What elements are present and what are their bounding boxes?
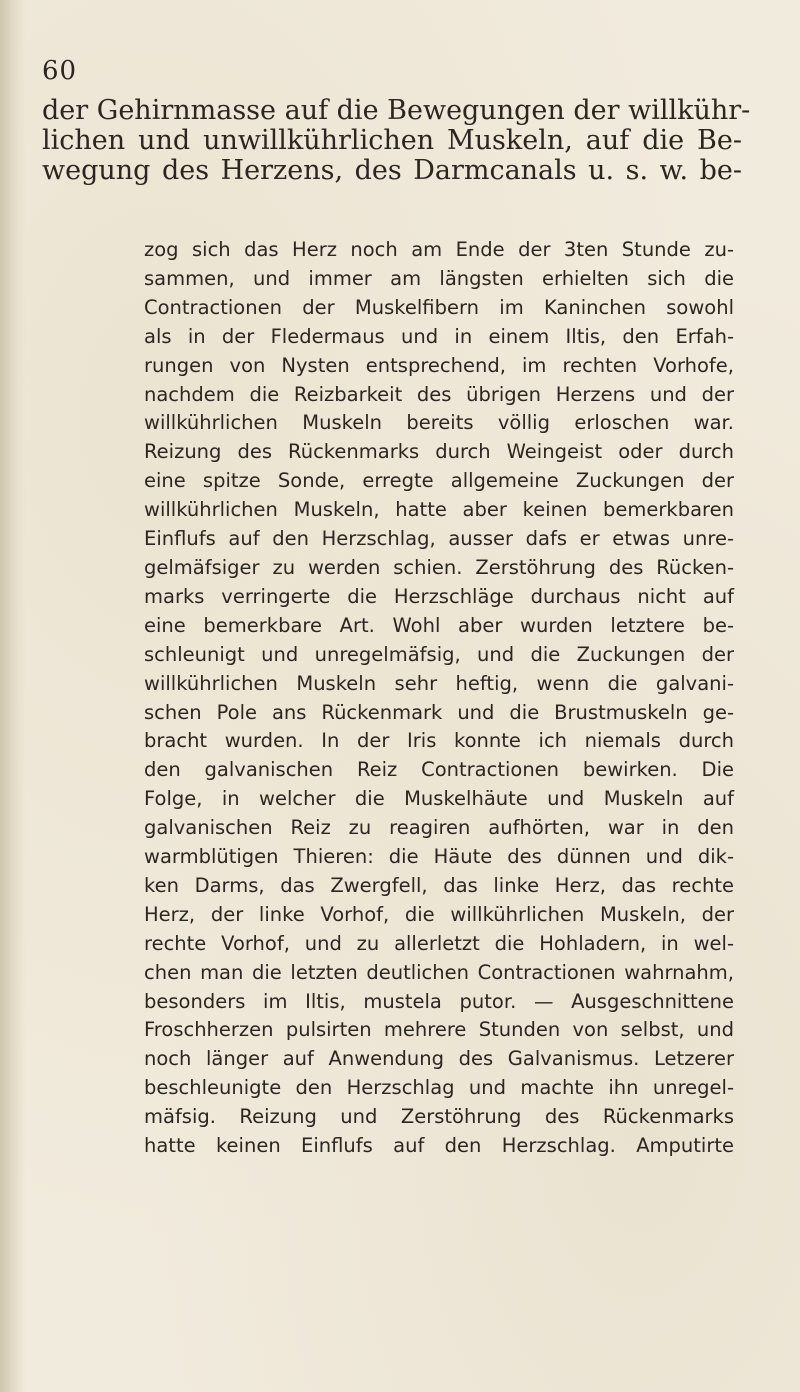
text-line: Reizung des Rückenmarks durch Weingeist oder durch (144, 440, 734, 464)
text-line: der Gehirnmasse auf die Bewegungen der willkühr- (42, 95, 751, 126)
text-line: eine spitze Sonde, erregte allgemeine Zuckungen der (144, 469, 734, 493)
text-line: willkührlichen Muskeln bereits völlig erloschen war. (144, 411, 734, 435)
text-line: nachdem die Reizbarkeit des übrigen Herzens und der (144, 382, 734, 406)
text-line: noch länger auf Anwendung des Galvanismus. Letzerer (144, 1047, 734, 1071)
page-binding-edge (0, 0, 26, 1392)
text-line: Froschherzen pulsirten mehrere Stunden von selbst, und (144, 1018, 734, 1042)
text-line: besonders im Iltis, mustela putor. — Ausgeschnittene (144, 989, 734, 1013)
text-line: beschleunigte den Herzschlag und machte ihn unregel- (144, 1076, 734, 1100)
text-line: zog sich das Herz noch am Ende der 3ten Stunde zu- (144, 238, 734, 261)
text-line: ken Darms, das Zwergfell, das linke Herz, das rechte (144, 873, 734, 897)
text-line: eine bemerkbare Art. Wohl aber wurden letztere be- (144, 613, 734, 637)
text-line: mäfsig. Reizung und Zerstöhrung des Rückenmarks (144, 1105, 734, 1129)
text-line: willkührlichen Muskeln, hatte aber keinen bemerkbaren (144, 498, 734, 522)
text-line: warmblütigen Thieren: die Häute des dünnen und dik- (144, 845, 734, 869)
text-line: schleunigt und unregelmäfsig, und die Zuckungen der (144, 642, 734, 666)
text-line: schen Pole ans Rückenmark und die Brustmuskeln ge- (144, 700, 734, 724)
text-line: willkührlichen Muskeln sehr heftig, wenn die galvani- (144, 671, 734, 695)
text-line: wegung des Herzens, des Darmcanals u. s. w. be- (42, 155, 742, 186)
text-line: gelmäfsiger zu werden schien. Zerstöhrung des Rücken- (144, 555, 734, 579)
text-line: den galvanischen Reiz Contractionen bewirken. Die (144, 758, 734, 782)
text-line: rungen von Nysten entsprechend, im rechten Vorhofe, (144, 353, 734, 377)
text-line: hatte keinen Einflufs auf den Herzschlag. Amputirte (144, 1134, 734, 1158)
text-line: Folge, in welcher die Muskelhäute und Muskeln auf (144, 787, 734, 811)
text-line: marks verringerte die Herzschläge durchaus nicht auf (144, 584, 734, 608)
text-line: als in der Fledermaus und in einem Iltis, den Erfah- (144, 324, 734, 348)
text-line: Herz, der linke Vorhof, die willkührlichen Muskeln, der (144, 902, 734, 926)
text-line: chen man die letzten deutlichen Contractionen wahrnahm, (144, 960, 734, 984)
text-line: galvanischen Reiz zu reagiren aufhörten, war in den (144, 816, 734, 840)
text-line: sammen, und immer am längsten erhielten sich die (144, 266, 734, 290)
main-text-block (42, 95, 751, 186)
text-line: bracht wurden. In der Iris konnte ich niemals durch (144, 729, 734, 753)
page-number: 60 (42, 56, 78, 86)
text-line: lichen und unwillkührlichen Muskeln, auf die Be- (42, 125, 742, 156)
footnote-text-block (144, 236, 734, 1161)
text-line: rechte Vorhof, und zu allerletzt die Hohladern, in wel- (144, 931, 734, 955)
text-line: Einflufs auf den Herzschlag, ausser dafs er etwas unre- (144, 527, 734, 551)
text-line: Contractionen der Muskelfibern im Kaninchen sowohl (144, 295, 734, 319)
